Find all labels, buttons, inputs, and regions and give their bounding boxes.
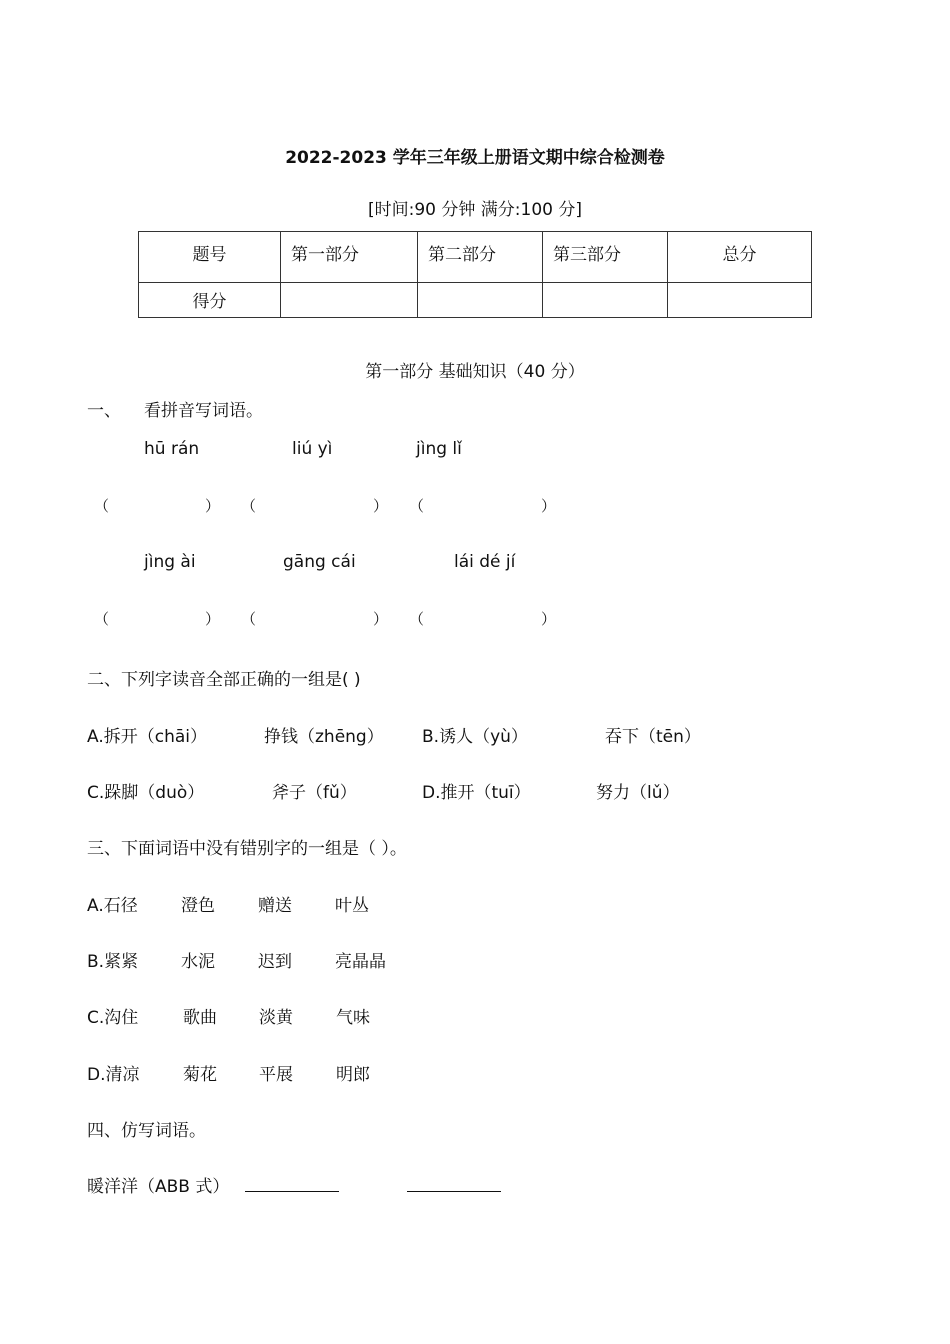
header-cell-total: 总分 bbox=[668, 232, 812, 283]
score-cell-total[interactable] bbox=[668, 283, 812, 318]
answer-paren-close: ） bbox=[205, 497, 221, 515]
pinyin-5: gāng cái bbox=[283, 552, 356, 572]
answer-paren-close: ） bbox=[373, 610, 389, 628]
q2-text: 二、下列字读音全部正确的一组是( ) bbox=[87, 670, 361, 690]
q2-option-d2: 努力（lǔ） bbox=[596, 783, 680, 803]
q3-option-b-word: 亮晶晶 bbox=[335, 952, 386, 972]
answer-paren-open: （ bbox=[409, 610, 425, 628]
page-title: 2022-2023 学年三年级上册语文期中综合检测卷 bbox=[285, 148, 665, 168]
q3-text: 三、下面词语中没有错别字的一组是（ ）。 bbox=[87, 839, 407, 859]
q3-option-a-word: 叶丛 bbox=[335, 896, 369, 916]
answer-paren-open: （ bbox=[241, 610, 257, 628]
answer-paren-close: ） bbox=[373, 497, 389, 515]
q2-option-c1: C.跺脚（duò） bbox=[87, 783, 205, 803]
q3-option-a-word: 赠送 bbox=[258, 896, 292, 916]
score-row-label: 得分 bbox=[139, 283, 281, 318]
q3-option-c-word: 歌曲 bbox=[183, 1008, 217, 1028]
q2-option-d1: D.推开（tuī） bbox=[422, 783, 531, 803]
answer-paren-open: （ bbox=[241, 497, 257, 515]
q2-option-a1: A.拆开（chāi） bbox=[87, 727, 207, 747]
q1-text: 看拼音写词语。 bbox=[144, 401, 263, 421]
part1-heading: 第一部分 基础知识（40 分） bbox=[365, 362, 585, 382]
pinyin-2: liú yì bbox=[292, 439, 333, 459]
q4-text: 四、仿写词语。 bbox=[87, 1121, 206, 1141]
exam-info: [时间:90 分钟 满分:100 分] bbox=[367, 200, 582, 220]
q3-option-d-word: 明郎 bbox=[336, 1065, 370, 1085]
score-cell-part1[interactable] bbox=[281, 283, 418, 318]
score-cell-part3[interactable] bbox=[543, 283, 668, 318]
answer-paren-close: ） bbox=[541, 497, 557, 515]
answer-paren-open: （ bbox=[94, 610, 110, 628]
score-table bbox=[138, 231, 812, 318]
answer-paren-open: （ bbox=[409, 497, 425, 515]
q3-option-d-word: 平展 bbox=[259, 1065, 293, 1085]
q3-option-a-word: 澄色 bbox=[181, 896, 215, 916]
q3-option-a-label: A.石径 bbox=[87, 896, 138, 916]
q2-option-b2: 吞下（tēn） bbox=[605, 727, 701, 747]
q3-option-c-word: 淡黄 bbox=[259, 1008, 293, 1028]
q3-option-d-word: 菊花 bbox=[183, 1065, 217, 1085]
answer-paren-close: ） bbox=[541, 610, 557, 628]
q3-option-d-label: D.清凉 bbox=[87, 1065, 140, 1085]
pinyin-3: jìng lǐ bbox=[416, 439, 462, 459]
pinyin-6: lái dé jí bbox=[454, 552, 516, 572]
answer-blank[interactable] bbox=[407, 1173, 501, 1192]
q1-number: 一、 bbox=[87, 401, 121, 421]
answer-paren-close: ） bbox=[205, 610, 221, 628]
header-cell-part2: 第二部分 bbox=[418, 232, 543, 283]
q3-option-b-word: 迟到 bbox=[258, 952, 292, 972]
q3-option-c-word: 气味 bbox=[336, 1008, 370, 1028]
answer-blank[interactable] bbox=[245, 1173, 339, 1192]
pinyin-4: jìng ài bbox=[144, 552, 196, 572]
q3-option-b-label: B.紧紧 bbox=[87, 952, 139, 972]
score-table-header-row bbox=[139, 232, 812, 283]
answer-paren-open: （ bbox=[94, 497, 110, 515]
q3-option-c-label: C.沟住 bbox=[87, 1008, 139, 1028]
q2-option-c2: 斧子（fǔ） bbox=[272, 783, 357, 803]
score-cell-part2[interactable] bbox=[418, 283, 543, 318]
header-cell-part3: 第三部分 bbox=[543, 232, 668, 283]
pinyin-1: hū rán bbox=[144, 439, 200, 459]
q2-option-a2: 挣钱（zhēng） bbox=[264, 727, 384, 747]
header-cell-part1: 第一部分 bbox=[281, 232, 418, 283]
q3-option-b-word: 水泥 bbox=[181, 952, 215, 972]
score-table-score-row bbox=[139, 283, 812, 318]
q2-option-b1: B.诱人（yù） bbox=[422, 727, 528, 747]
header-cell-number: 题号 bbox=[139, 232, 281, 283]
q4-line1-label: 暖洋洋（ABB 式） bbox=[87, 1177, 230, 1197]
